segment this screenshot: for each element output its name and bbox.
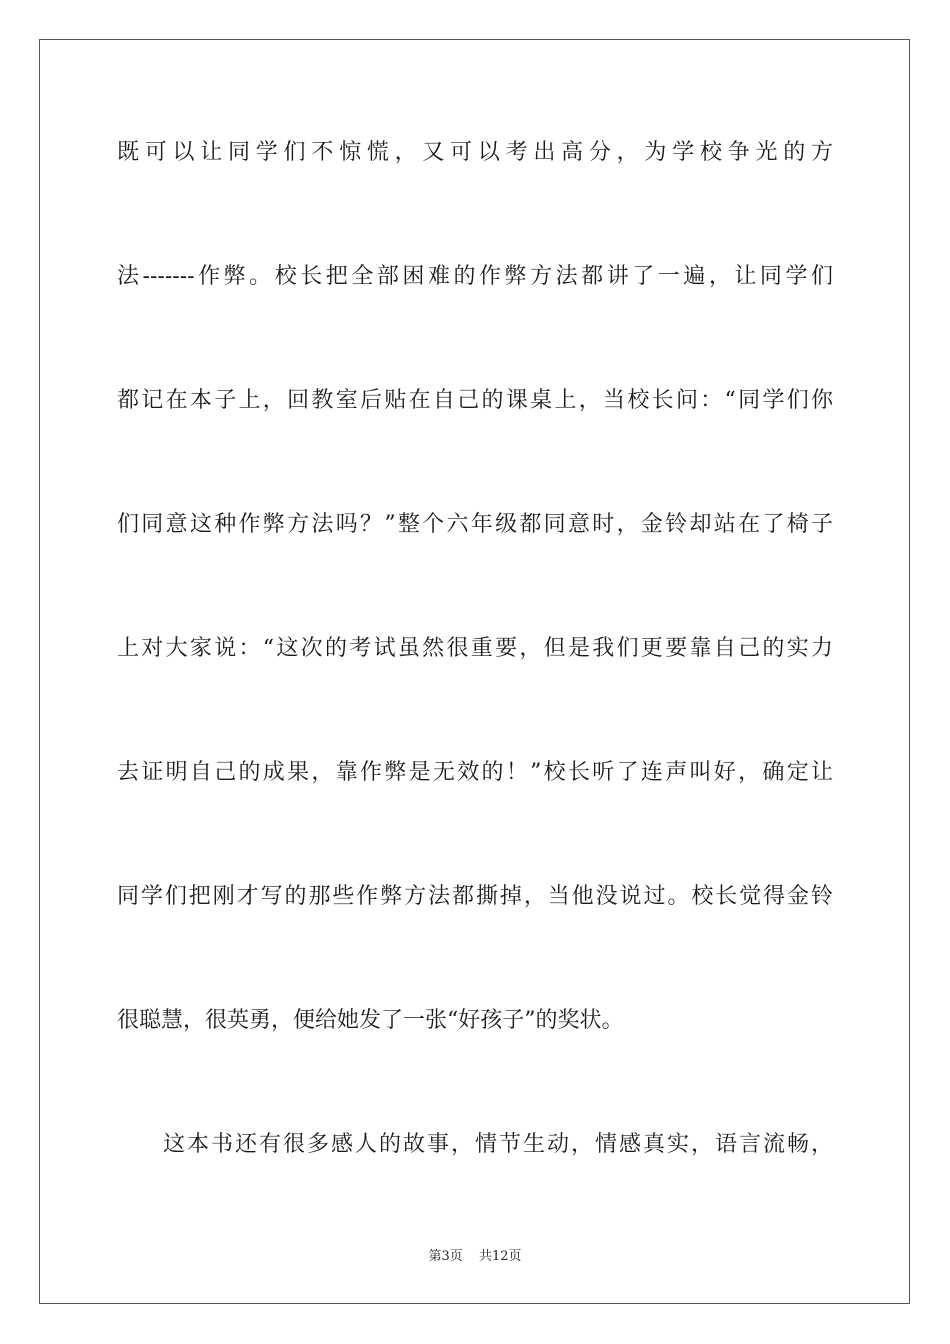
body-text-line: 很聪慧，很英勇，便给她发了一张“好孩子”的奖状。 <box>117 1008 624 1033</box>
body-text-line: 法-------作弊。校长把全部困难的作弊方法都讲了一遍，让同学们 <box>117 264 833 289</box>
body-text-line: 都记在本子上，回教室后贴在自己的课桌上，当校长问：“同学们你 <box>117 388 833 413</box>
body-text-line: 上对大家说：“这次的考试虽然很重要，但是我们更要靠自己的实力 <box>117 636 833 661</box>
body-text-paragraph-start: 这本书还有很多感人的故事，情节生动，情感真实，语言流畅， <box>163 1132 833 1157</box>
body-text-line: 们同意这种作弊方法吗？”整个六年级都同意时，金铃却站在了椅子 <box>117 512 833 537</box>
page-footer <box>0 1248 950 1266</box>
page-total: 共12页 <box>478 1249 522 1264</box>
body-text-line: 既可以让同学们不惊慌，又可以考出高分，为学校争光的方 <box>117 140 833 165</box>
page-border <box>39 39 910 1304</box>
body-text-line: 去证明自己的成果，靠作弊是无效的！”校长听了连声叫好，确定让 <box>117 760 833 785</box>
page-number: 第3页 <box>428 1249 463 1264</box>
body-text-line: 同学们把刚才写的那些作弊方法都撕掉，当他没说过。校长觉得金铃 <box>117 884 833 909</box>
